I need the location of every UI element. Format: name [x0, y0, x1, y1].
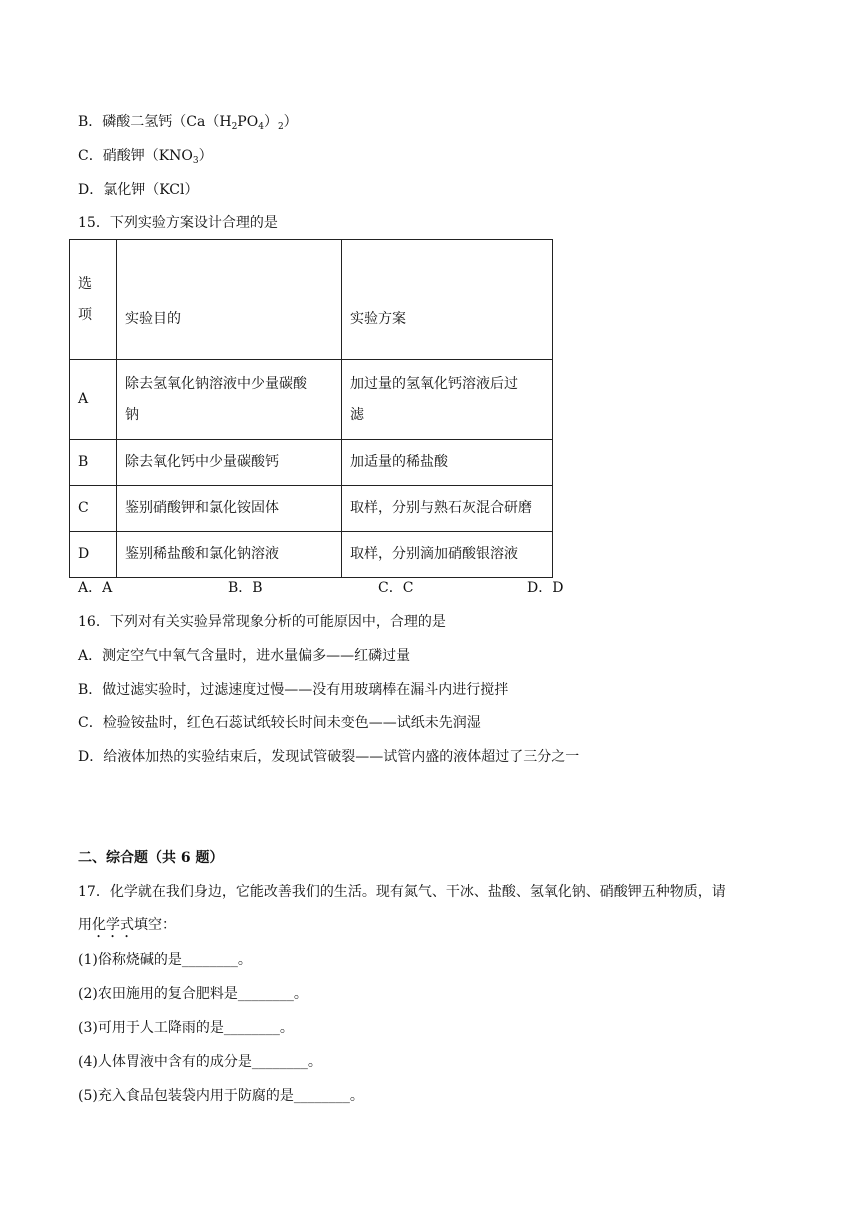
q14-option-c-text: ）: [198, 148, 213, 164]
q17-item-2: (2)农田施用的复合肥料是________。: [78, 986, 308, 1002]
table-cell-line: 钠: [125, 406, 139, 423]
table-cell-purpose: 除去氧化钙中少量碳酸钙: [117, 440, 342, 486]
subscript: 2: [277, 122, 284, 132]
q14-option-c-text: C．硝酸钾（KNO: [78, 148, 193, 164]
table-cell-purpose: 鉴别硝酸钾和氯化铵固体: [117, 486, 342, 532]
q17-stem-text: 填空：: [134, 917, 176, 933]
q17-item-1: (1)俗称烧碱的是________。: [78, 952, 252, 968]
table-row: [70, 440, 553, 486]
table-header-plan: 实验方案: [342, 240, 553, 360]
table-row: [70, 486, 553, 532]
table-header-option: [70, 240, 117, 360]
table-row: [70, 360, 553, 440]
q17-item-5: (5)充入食品包装袋内用于防腐的是________。: [78, 1088, 364, 1104]
q14-option-b-text: ）: [283, 114, 298, 130]
q15-answer-a: A．A: [78, 580, 113, 596]
table-cell-line: 滤: [350, 406, 364, 423]
q15-stem: 15．下列实验方案设计合理的是: [78, 215, 278, 231]
table-header-option-line: 选: [78, 275, 92, 292]
q15-answer-d: D．D: [527, 580, 564, 596]
table-header-option-line: 项: [78, 306, 92, 323]
table-cell-purpose: 鉴别稀盐酸和氯化钠溶液: [117, 532, 342, 578]
q14-option-b: [78, 112, 298, 132]
q17-stem-line2: [78, 915, 176, 941]
table-cell-option: B: [70, 440, 117, 486]
table-cell-option: A: [70, 360, 117, 440]
subscript: 2: [231, 122, 238, 132]
q14-option-c: [78, 146, 213, 166]
table-cell-purpose: [117, 360, 342, 440]
table-cell-line: 除去氢氧化钠溶液中少量碳酸: [125, 375, 307, 392]
q14-option-d: D．氯化钾（KCl）: [78, 182, 199, 198]
table-cell-plan: 取样，分别与熟石灰混合研磨: [342, 486, 553, 532]
table-header-row: [70, 240, 553, 360]
q16-option-c: C．检验铵盐时，红色石蕊试纸较长时间未变色——试纸未先润湿: [78, 715, 481, 731]
q15-answer-b: B．B: [228, 580, 263, 596]
table-cell-line: 加过量的氢氧化钙溶液后过: [350, 375, 518, 392]
subscript: 4: [258, 122, 264, 132]
q14-option-b-text: B．磷酸二氢钙（Ca（H: [78, 114, 232, 130]
q16-stem: 16．下列对有关实验异常现象分析的可能原因中，合理的是: [78, 614, 446, 630]
q16-option-a: A．测定空气中氧气含量时，进水量偏多——红磷过量: [78, 648, 411, 664]
q14-option-b-text: PO: [237, 114, 259, 130]
subscript: 3: [192, 156, 199, 166]
q16-option-b: B．做过滤实验时，过滤速度过慢——没有用玻璃棒在漏斗内进行搅拌: [78, 682, 509, 698]
table-cell-option: D: [70, 532, 117, 578]
q15-answer-c: C．C: [378, 580, 414, 596]
q17-item-4: (4)人体胃液中含有的成分是________。: [78, 1054, 322, 1070]
table-cell-plan: 加适量的稀盐酸: [342, 440, 553, 486]
section-title: 二、综合题（共 6 题）: [78, 850, 224, 866]
q17-stem-text: 用: [78, 917, 92, 933]
q17-stem-line1: 17．化学就在我们身边，它能改善我们的生活。现有氮气、干冰、盐酸、氢氧化钠、硝酸钾五种物质，请: [78, 884, 726, 900]
table-row: [70, 532, 553, 578]
q17-stem-emphasis: 化学式: [92, 917, 134, 933]
table-cell-plan: 取样，分别滴加硝酸银溶液: [342, 532, 553, 578]
table-cell-option: C: [70, 486, 117, 532]
q14-option-b-text: ）: [263, 114, 278, 130]
q16-option-d: D．给液体加热的实验结束后，发现试管破裂——试管内盛的液体超过了三分之一: [78, 749, 580, 765]
table-header-purpose: 实验目的: [117, 240, 342, 360]
q15-table: [69, 239, 553, 578]
table-cell-plan: [342, 360, 553, 440]
q17-item-3: (3)可用于人工降雨的是________。: [78, 1020, 294, 1036]
